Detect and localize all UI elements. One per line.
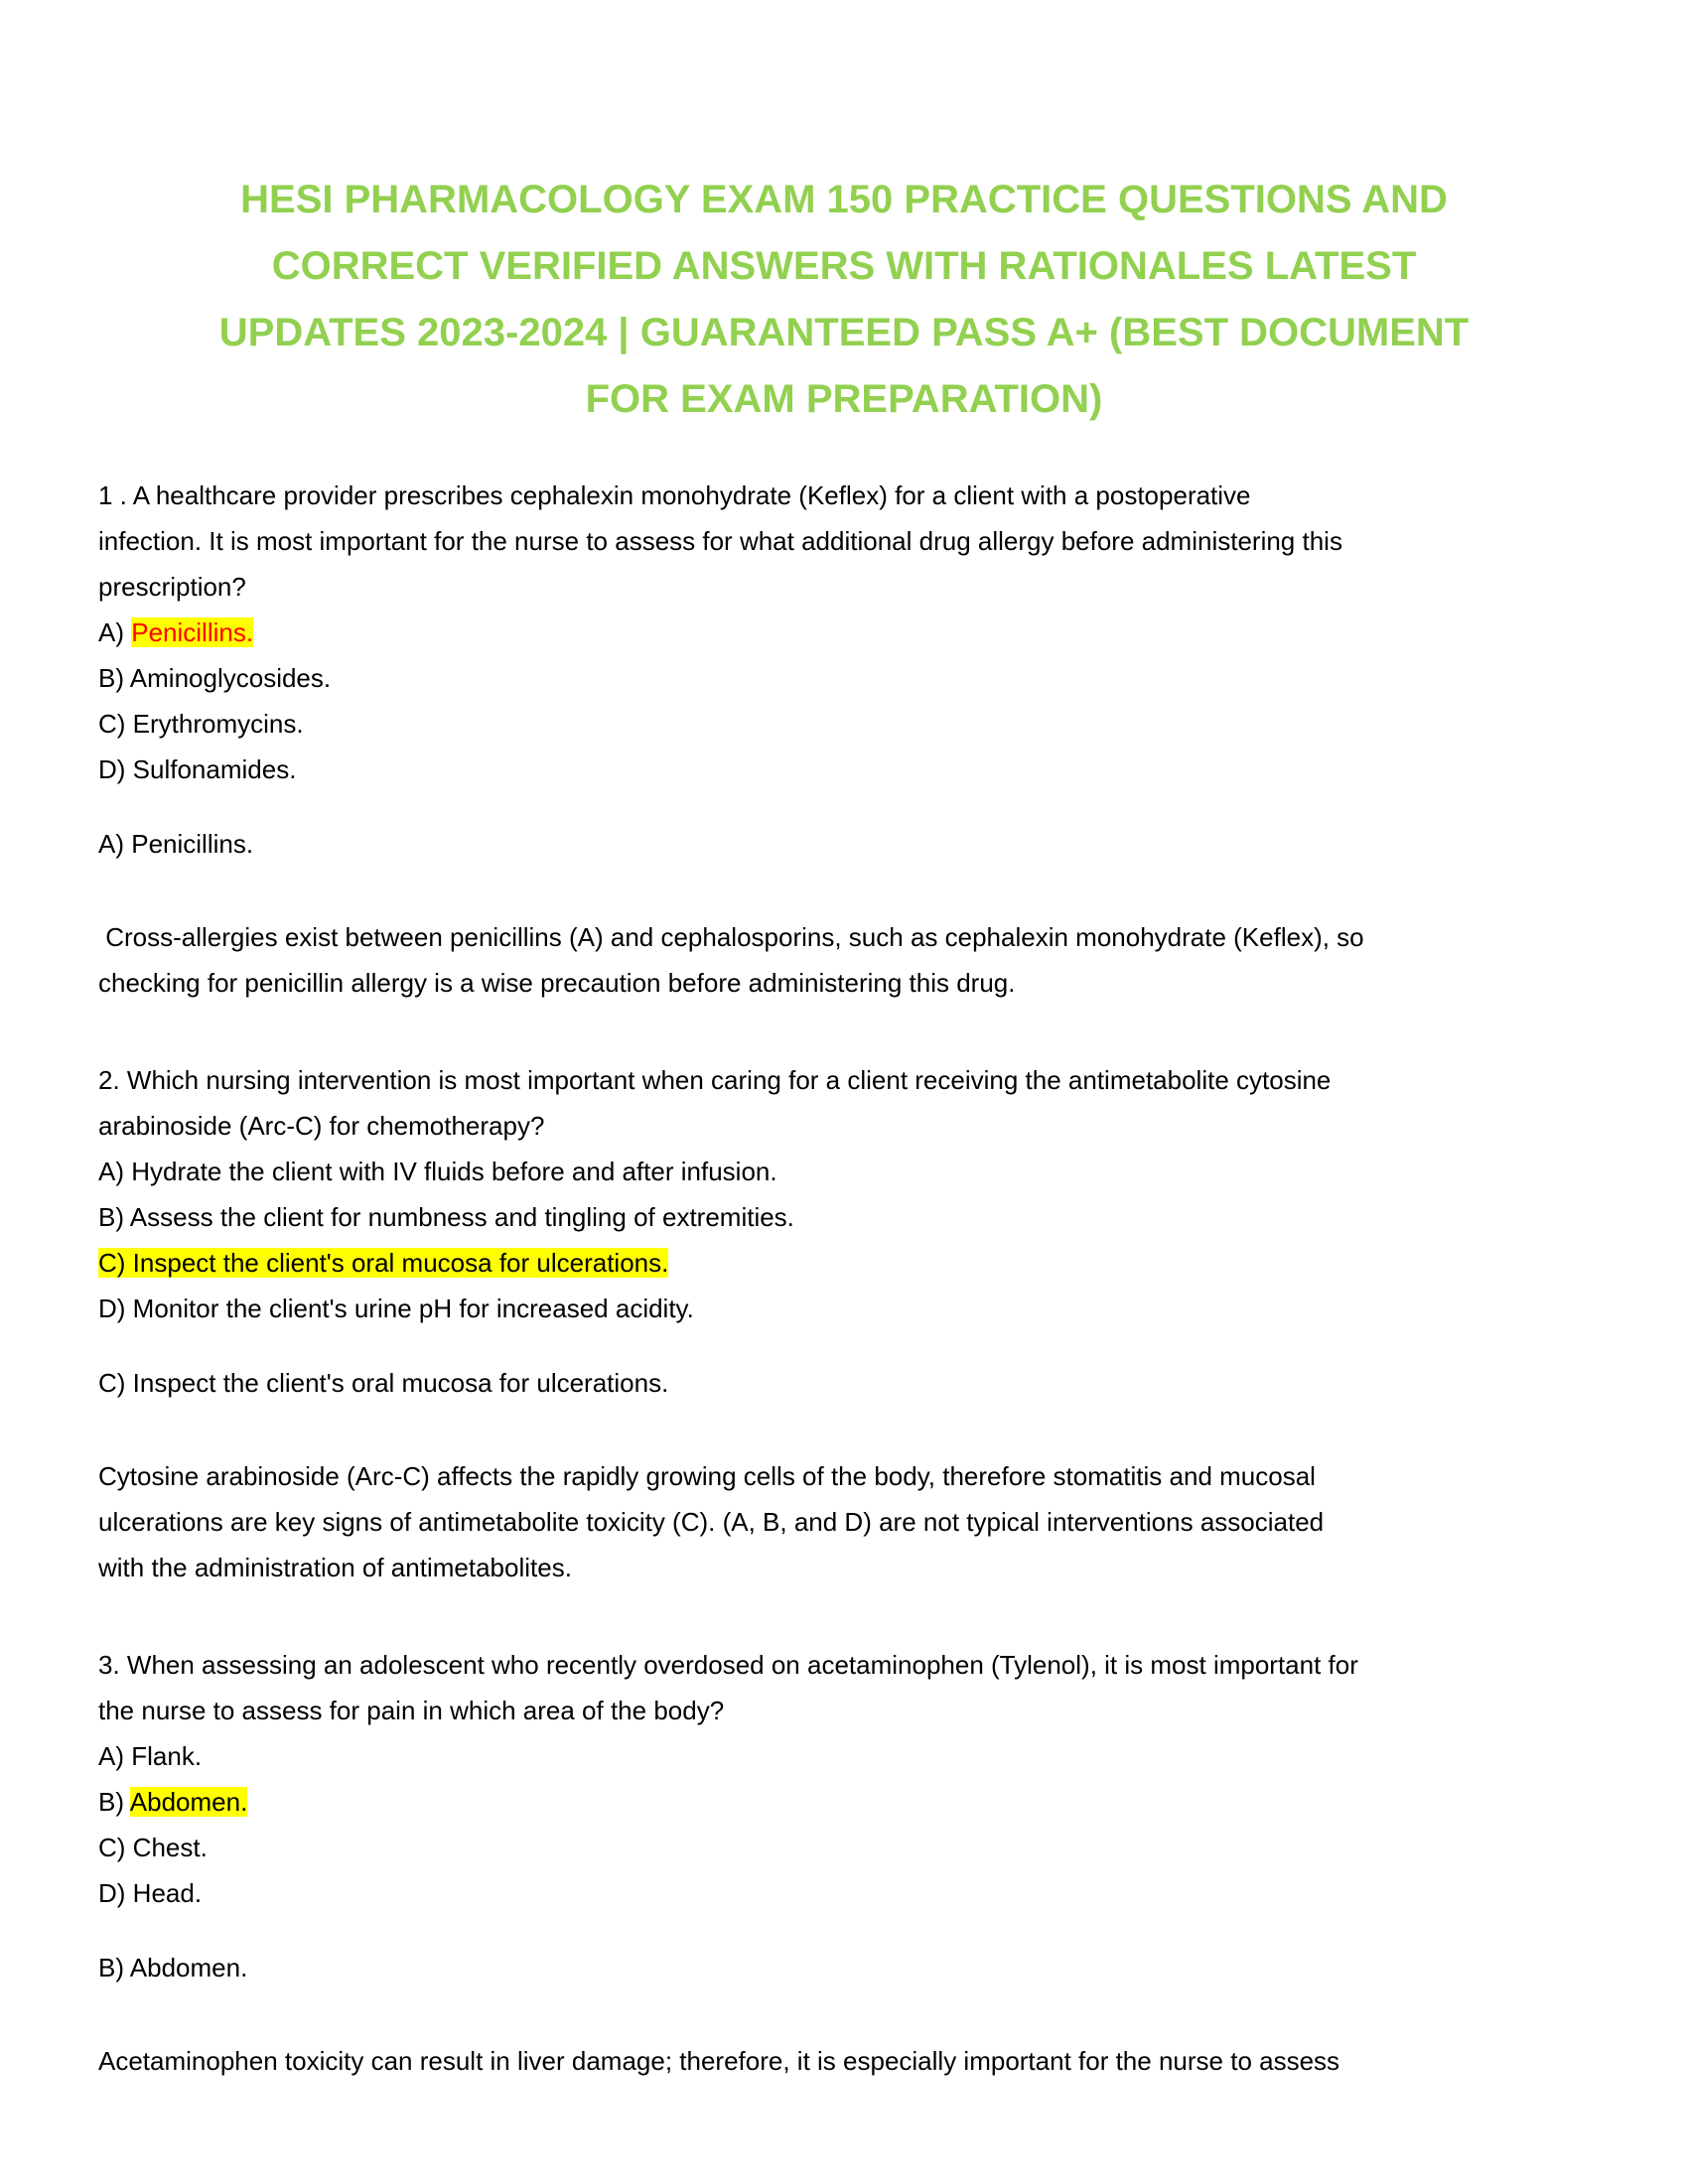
rationale-line: Acetaminophen toxicity can result in liver damage; therefore, it is especially important for the nurse to assess [98,2046,1340,2076]
document-title [89,167,1599,433]
option-letter: A) [98,1741,132,1771]
title-line: HESI PHARMACOLOGY EXAM 150 PRACTICE QUESTIONS AND [240,178,1448,221]
document-body [98,473,1608,2084]
option-c [98,701,1608,747]
option-text: Hydrate the client with IV fluids before and after infusion. [131,1157,777,1186]
question-1 [98,473,1608,1006]
question-stem: the nurse to assess for pain in which area of the body? [98,1696,725,1725]
option-c [98,1825,1608,1870]
title-line: CORRECT VERIFIED ANSWERS WITH RATIONALES LATEST [271,244,1417,288]
option-letter: D) [98,1294,133,1323]
option-letter: D) [98,1878,133,1908]
option-text: Chest. [132,1833,208,1862]
rationale [98,914,1608,1006]
rationale-line: Cross-allergies exist between penicillins (A) and cephalosporins, such as cephalexin monohydrate (Keflex), so [98,922,1364,952]
option-letter: A) [98,617,132,647]
option-letter: B) [98,663,130,693]
question-stem: 1 . A healthcare provider prescribes cephalexin monohydrate (Keflex) for a client with a postoperative [98,480,1251,510]
rationale [98,1453,1608,1590]
answer: C) Inspect the client's oral mucosa for ulcerations. [98,1368,669,1398]
option-text: Head. [132,1878,203,1908]
question-stem: prescription? [98,572,246,602]
option-b [98,1194,1608,1240]
option-letter: B) [98,1787,130,1817]
option-d [98,747,1608,792]
option-d [98,1286,1608,1331]
rationale [98,2038,1608,2084]
option-a [98,610,1608,655]
title-line: UPDATES 2023-2024 | GUARANTEED PASS A+ (BEST DOCUMENT [218,311,1470,354]
answer: A) Penicillins. [98,829,254,859]
option-letter: C) [98,1833,133,1862]
question-stem: 2. Which nursing intervention is most important when caring for a client receiving the antimetabolite cytosine [98,1065,1332,1095]
option-text-correct-highlighted: Penicillins. [131,617,254,647]
option-a [98,1149,1608,1194]
title-line: FOR EXAM PREPARATION) [585,377,1103,421]
option-text: Assess the client for numbness and tingling of extremities. [129,1202,794,1232]
rationale-line: with the administration of antimetabolites. [98,1553,572,1582]
option-text: Sulfonamides. [132,754,297,784]
option-text: Erythromycins. [132,709,304,739]
answer: B) Abdomen. [98,1953,248,1982]
option-b [98,655,1608,701]
question-stem: arabinoside (Arc-C) for chemotherapy? [98,1111,545,1141]
option-text: Aminoglycosides. [129,663,332,693]
option-letter: A) [98,1157,132,1186]
option-text-correct-highlighted: Abdomen. [129,1787,248,1817]
rationale-line: Cytosine arabinoside (Arc-C) affects the rapidly growing cells of the body, therefore stomatitis and mucosal [98,1461,1316,1491]
option-text-correct-highlighted: Inspect the client's oral mucosa for ulcerations. [132,1248,669,1278]
question-3 [98,1642,1608,2084]
option-a [98,1733,1608,1779]
option-text: Monitor the client's urine pH for increased acidity. [132,1294,694,1323]
option-letter: B) [98,1202,130,1232]
option-text: Flank. [131,1741,203,1771]
rationale-line: ulcerations are key signs of antimetabolite toxicity (C). (A, B, and D) are not typical interventions associated [98,1507,1325,1537]
option-b [98,1779,1608,1825]
question-stem: 3. When assessing an adolescent who recently overdosed on acetaminophen (Tylenol), it is most important for [98,1650,1358,1680]
option-letter: D) [98,754,133,784]
option-c [98,1240,1608,1286]
option-d [98,1870,1608,1916]
option-letter: C) [98,709,133,739]
question-stem: infection. It is most important for the nurse to assess for what additional drug allergy before administering this [98,526,1342,556]
rationale-line: checking for penicillin allergy is a wise precaution before administering this drug. [98,968,1016,998]
option-letter: C) [98,1248,133,1278]
question-2 [98,1057,1608,1590]
